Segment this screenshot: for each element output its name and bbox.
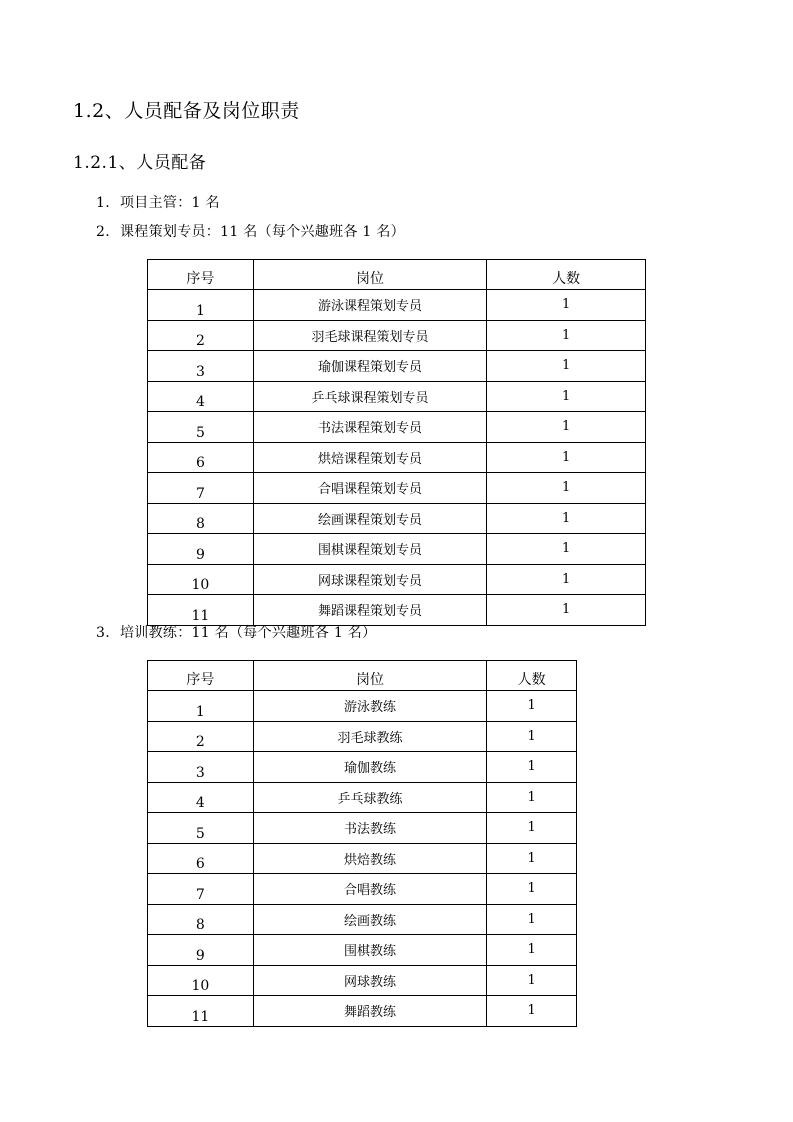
list-note: （每个兴趣班各 1 名） <box>228 625 377 641</box>
list-number: 1. <box>96 195 110 211</box>
cell-position: 绘画课程策划专员 <box>253 503 487 534</box>
cell-seq: 3 <box>148 752 254 783</box>
cell-position: 羽毛球课程策划专员 <box>253 320 487 351</box>
table-row <box>148 843 577 874</box>
table-header-row <box>148 260 646 290</box>
table-row <box>148 473 646 504</box>
cell-count: 1 <box>487 691 577 722</box>
cell-seq: 9 <box>148 534 254 565</box>
cell-position: 绘画教练 <box>253 904 486 935</box>
cell-seq: 7 <box>148 473 254 504</box>
table-row <box>148 904 577 935</box>
section-heading: 1.2、人员配备及岗位职责 <box>73 100 300 122</box>
list-value: 1 名 <box>191 195 220 211</box>
cell-count: 1 <box>487 381 646 412</box>
cell-seq: 2 <box>148 721 254 752</box>
cell-position: 书法课程策划专员 <box>253 412 487 443</box>
cell-count: 1 <box>487 721 577 752</box>
cell-seq: 11 <box>148 595 254 626</box>
cell-position: 舞蹈教练 <box>253 996 486 1027</box>
cell-seq: 8 <box>148 904 254 935</box>
table-row <box>148 442 646 473</box>
cell-position: 乒乓球课程策划专员 <box>253 381 487 412</box>
list-number: 3. <box>96 625 110 641</box>
list-label: 项目主管： <box>120 195 192 211</box>
cell-position: 围棋教练 <box>253 935 486 966</box>
cell-count: 1 <box>487 843 577 874</box>
header-position: 岗位 <box>253 661 486 691</box>
header-count: 人数 <box>487 661 577 691</box>
header-count: 人数 <box>487 260 646 290</box>
cell-count: 1 <box>487 904 577 935</box>
cell-position: 烘焙教练 <box>253 843 486 874</box>
cell-count: 1 <box>487 290 646 321</box>
table-row <box>148 290 646 321</box>
cell-seq: 7 <box>148 874 254 905</box>
list-note: （每个兴趣班各 1 名） <box>257 224 405 240</box>
cell-count: 1 <box>487 564 646 595</box>
cell-position: 舞蹈课程策划专员 <box>253 595 487 626</box>
cell-count: 1 <box>487 351 646 382</box>
cell-seq: 4 <box>148 782 254 813</box>
planners-table <box>147 259 646 626</box>
cell-count: 1 <box>487 595 646 626</box>
cell-position: 网球教练 <box>253 965 486 996</box>
cell-count: 1 <box>487 442 646 473</box>
cell-seq: 6 <box>148 843 254 874</box>
header-position: 岗位 <box>253 260 487 290</box>
cell-seq: 1 <box>148 290 254 321</box>
cell-position: 烘焙课程策划专员 <box>253 442 487 473</box>
subsection-heading: 1.2.1、人员配备 <box>73 153 207 173</box>
list-number: 2. <box>96 224 110 240</box>
cell-count: 1 <box>487 782 577 813</box>
cell-count: 1 <box>487 965 577 996</box>
cell-count: 1 <box>487 813 577 844</box>
cell-seq: 10 <box>148 965 254 996</box>
table-row <box>148 595 646 626</box>
table-row <box>148 534 646 565</box>
cell-count: 1 <box>487 752 577 783</box>
list-label: 课程策划专员： <box>120 224 221 240</box>
cell-seq: 10 <box>148 564 254 595</box>
list-item-planners <box>96 221 405 241</box>
cell-position: 羽毛球教练 <box>253 721 486 752</box>
cell-seq: 1 <box>148 691 254 722</box>
cell-seq: 9 <box>148 935 254 966</box>
table-row <box>148 381 646 412</box>
table-row <box>148 564 646 595</box>
list-item-coaches <box>96 622 376 642</box>
cell-position: 乒乓球教练 <box>253 782 486 813</box>
cell-seq: 3 <box>148 351 254 382</box>
table-row <box>148 503 646 534</box>
cell-count: 1 <box>487 412 646 443</box>
table-row <box>148 412 646 443</box>
list-value: 11 名 <box>191 625 229 641</box>
cell-seq: 5 <box>148 813 254 844</box>
table-row <box>148 752 577 783</box>
coaches-table <box>147 660 577 1027</box>
list-item-supervisor <box>96 192 220 212</box>
cell-count: 1 <box>487 996 577 1027</box>
cell-position: 游泳课程策划专员 <box>253 290 487 321</box>
cell-seq: 11 <box>148 996 254 1027</box>
table-header-row <box>148 661 577 691</box>
cell-position: 围棋课程策划专员 <box>253 534 487 565</box>
list-value: 11 名 <box>220 224 258 240</box>
table-row <box>148 996 577 1027</box>
cell-position: 游泳教练 <box>253 691 486 722</box>
cell-count: 1 <box>487 935 577 966</box>
cell-position: 合唱课程策划专员 <box>253 473 487 504</box>
table-row <box>148 320 646 351</box>
table-row <box>148 935 577 966</box>
cell-seq: 4 <box>148 381 254 412</box>
table-row <box>148 351 646 382</box>
cell-position: 书法教练 <box>253 813 486 844</box>
header-seq: 序号 <box>148 260 254 290</box>
cell-seq: 5 <box>148 412 254 443</box>
cell-seq: 8 <box>148 503 254 534</box>
header-seq: 序号 <box>148 661 254 691</box>
cell-position: 瑜伽课程策划专员 <box>253 351 487 382</box>
cell-count: 1 <box>487 874 577 905</box>
cell-count: 1 <box>487 320 646 351</box>
cell-count: 1 <box>487 534 646 565</box>
cell-position: 合唱教练 <box>253 874 486 905</box>
cell-seq: 2 <box>148 320 254 351</box>
cell-seq: 6 <box>148 442 254 473</box>
cell-position: 网球课程策划专员 <box>253 564 487 595</box>
table-row <box>148 691 577 722</box>
cell-count: 1 <box>487 503 646 534</box>
table-row <box>148 813 577 844</box>
table-row <box>148 965 577 996</box>
table-row <box>148 721 577 752</box>
cell-position: 瑜伽教练 <box>253 752 486 783</box>
list-label: 培训教练： <box>120 625 192 641</box>
cell-count: 1 <box>487 473 646 504</box>
table-row <box>148 782 577 813</box>
table-row <box>148 874 577 905</box>
